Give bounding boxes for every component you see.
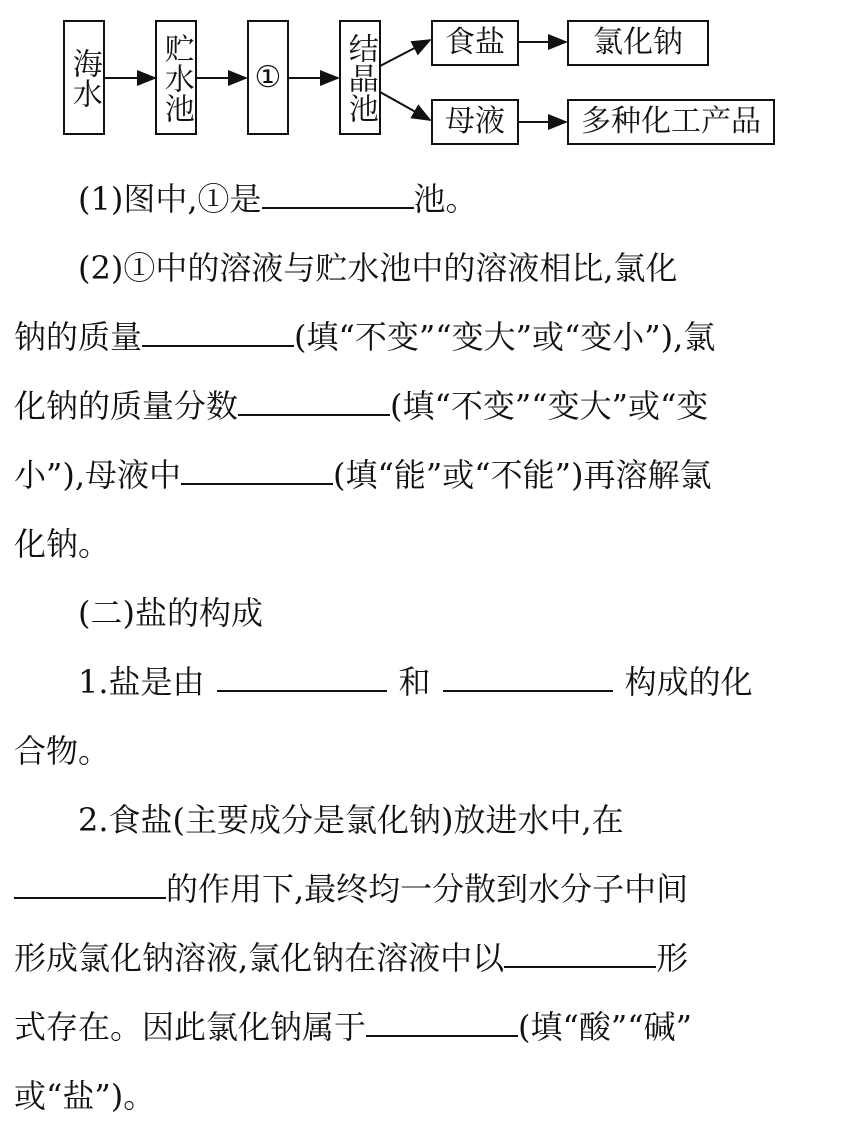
point-2-line-5: 或“盐”)。 <box>14 1077 156 1115</box>
question-1: (1)图中,①是 池。 <box>14 165 828 234</box>
point-2-line-1: 2.食盐(主要成分是氯化钠)放进水中,在 <box>78 801 624 839</box>
question-text <box>14 165 828 1131</box>
chemical-products-box: 多种化工产品 <box>567 99 775 145</box>
section-heading: (二)盐的构成 <box>78 594 263 632</box>
storage-pool-box: 贮水池 <box>155 20 197 135</box>
answer-blank-9[interactable] <box>366 993 518 1037</box>
point-2-line-3: 形成氯化钠溶液,氯化钠在溶液中以 形 <box>14 924 828 993</box>
answer-blank-2[interactable] <box>142 303 294 347</box>
question-2-line-3: 化钠的质量分数 (填“不变”“变大”或“变 <box>14 372 828 441</box>
process-flow-diagram <box>0 0 852 150</box>
unknown-pool-box: ① <box>247 20 289 135</box>
answer-blank-5[interactable] <box>217 648 387 692</box>
point-1-line-2: 合物。 <box>14 732 111 770</box>
point-2-line-2: 的作用下,最终均一分散到水分子中间 <box>14 855 828 924</box>
table-salt-box: 食盐 <box>431 20 519 66</box>
answer-blank-1[interactable] <box>262 165 414 209</box>
crystallization-pool-box: 结晶池 <box>339 20 381 135</box>
answer-blank-4[interactable] <box>181 441 333 485</box>
mother-liquor-box: 母液 <box>431 99 519 145</box>
answer-blank-8[interactable] <box>504 924 656 968</box>
question-2-line-2: 钠的质量 (填“不变”“变大”或“变小”),氯 <box>14 303 828 372</box>
question-2-line-1: (2)①中的溶液与贮水池中的溶液相比,氯化 <box>78 249 678 287</box>
question-2-line-4: 小”),母液中 (填“能”或“不能”)再溶解氯 <box>14 441 828 510</box>
point-1-line-1: 1.盐是由 和 构成的化 <box>14 648 828 717</box>
point-2-line-4: 式存在。因此氯化钠属于 (填“酸”“碱” <box>14 993 828 1062</box>
question-2-line-5: 化钠。 <box>14 525 111 563</box>
answer-blank-3[interactable] <box>238 372 390 416</box>
answer-blank-6[interactable] <box>443 648 613 692</box>
answer-blank-7[interactable] <box>14 855 166 899</box>
seawater-box: 海水 <box>63 20 105 135</box>
sodium-chloride-box: 氯化钠 <box>567 20 709 66</box>
